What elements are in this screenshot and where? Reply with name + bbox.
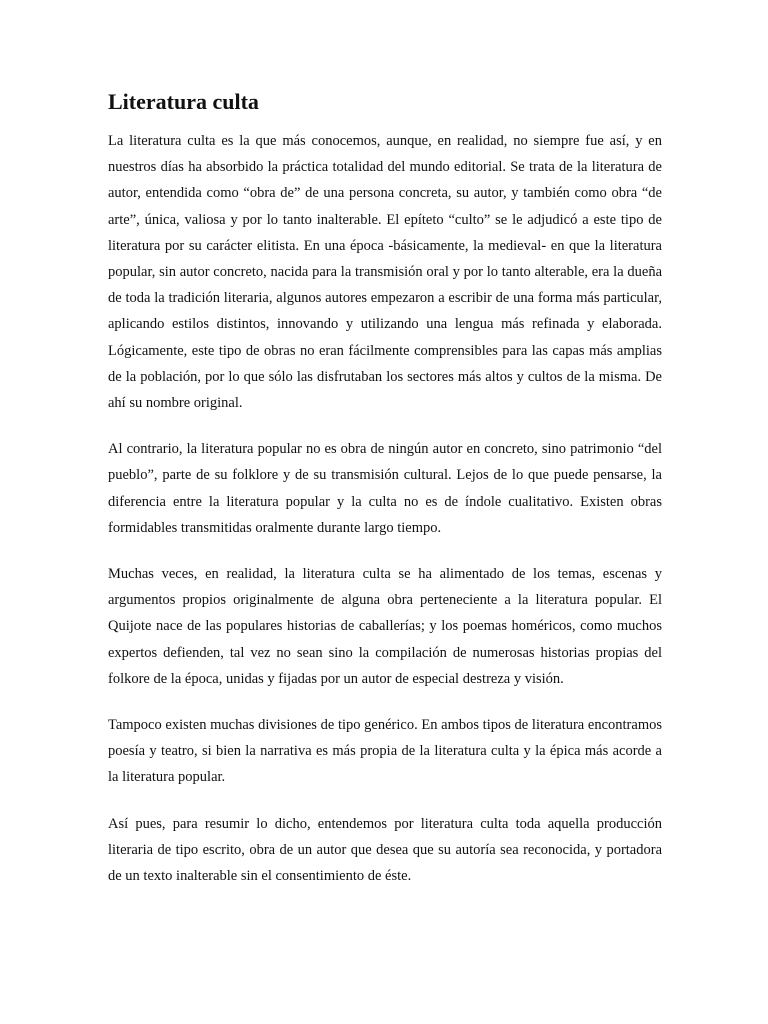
paragraph-4: Tampoco existen muchas divisiones de tipo genérico. En ambos tipos de literatura encontramos poesía y teatro, si bien la narrativa es más propia de la literatura culta y la épica más acorde a la literatura popular. (108, 717, 662, 786)
paragraph-2: Al contrario, la literatura popular no es obra de ningún autor en concreto, sino patrimonio “del pueblo”, parte de su folklore y de su transmisión cultural. Lejos de lo que puede pensarse, la diferencia entre la literatura popular y la culta no es de índole cualitativo. Existen obras formidables transmitidas oralmente durante largo tiempo. (108, 441, 662, 536)
paragraph-1: La literatura culta es la que más conocemos, aunque, en realidad, no siempre fue así, y en nuestros días ha absorbido la práctica totalidad del mundo editorial. Se trata de la literatura de autor, entendida como “obra de” de una persona concreta, su autor, y también como obra “de arte”, única, valiosa y por lo tanto inalterable. El epíteto “culto” se le adjudicó a este tipo de literatura por su carácter elitista. En una época -básicamente, la medieval- en que la literatura popular, sin autor concreto, nacida para la transmisión oral y por lo tanto alterable, era la dueña de toda la tradición literaria, algunos autores empezaron a escribir de una forma más particular, aplicando estilos distintos, innovando y utilizando una lengua más refinada y elaborada. Lógicamente, este tipo de obras no eran fácilmente comprensibles para las capas más amplias de la población, por lo que sólo las disfrutaban los sectores más altos y cultos de la misma. De ahí su nombre original. (108, 133, 662, 412)
paragraph-5: Así pues, para resumir lo dicho, entendemos por literatura culta toda aquella producción literaria de tipo escrito, obra de un autor que desea que su autoría sea reconocida, y portadora de un texto inalterable sin el consentimiento de éste. (108, 815, 662, 885)
document-page (108, 88, 662, 909)
paragraph-3: Muchas veces, en realidad, la literatura culta se ha alimentado de los temas, escenas y argumentos propios originalmente de alguna obra perteneciente a la literatura popular. El Quijote nace de las populares historias de caballerías; y los poemas homéricos, como muchos expertos defienden, tal vez no sean sino la compilación de numerosas historias propias del folkore de la época, unidas y fijadas por un autor de especial destreza y visión. (108, 566, 662, 687)
document-title: Literatura culta (108, 89, 259, 114)
